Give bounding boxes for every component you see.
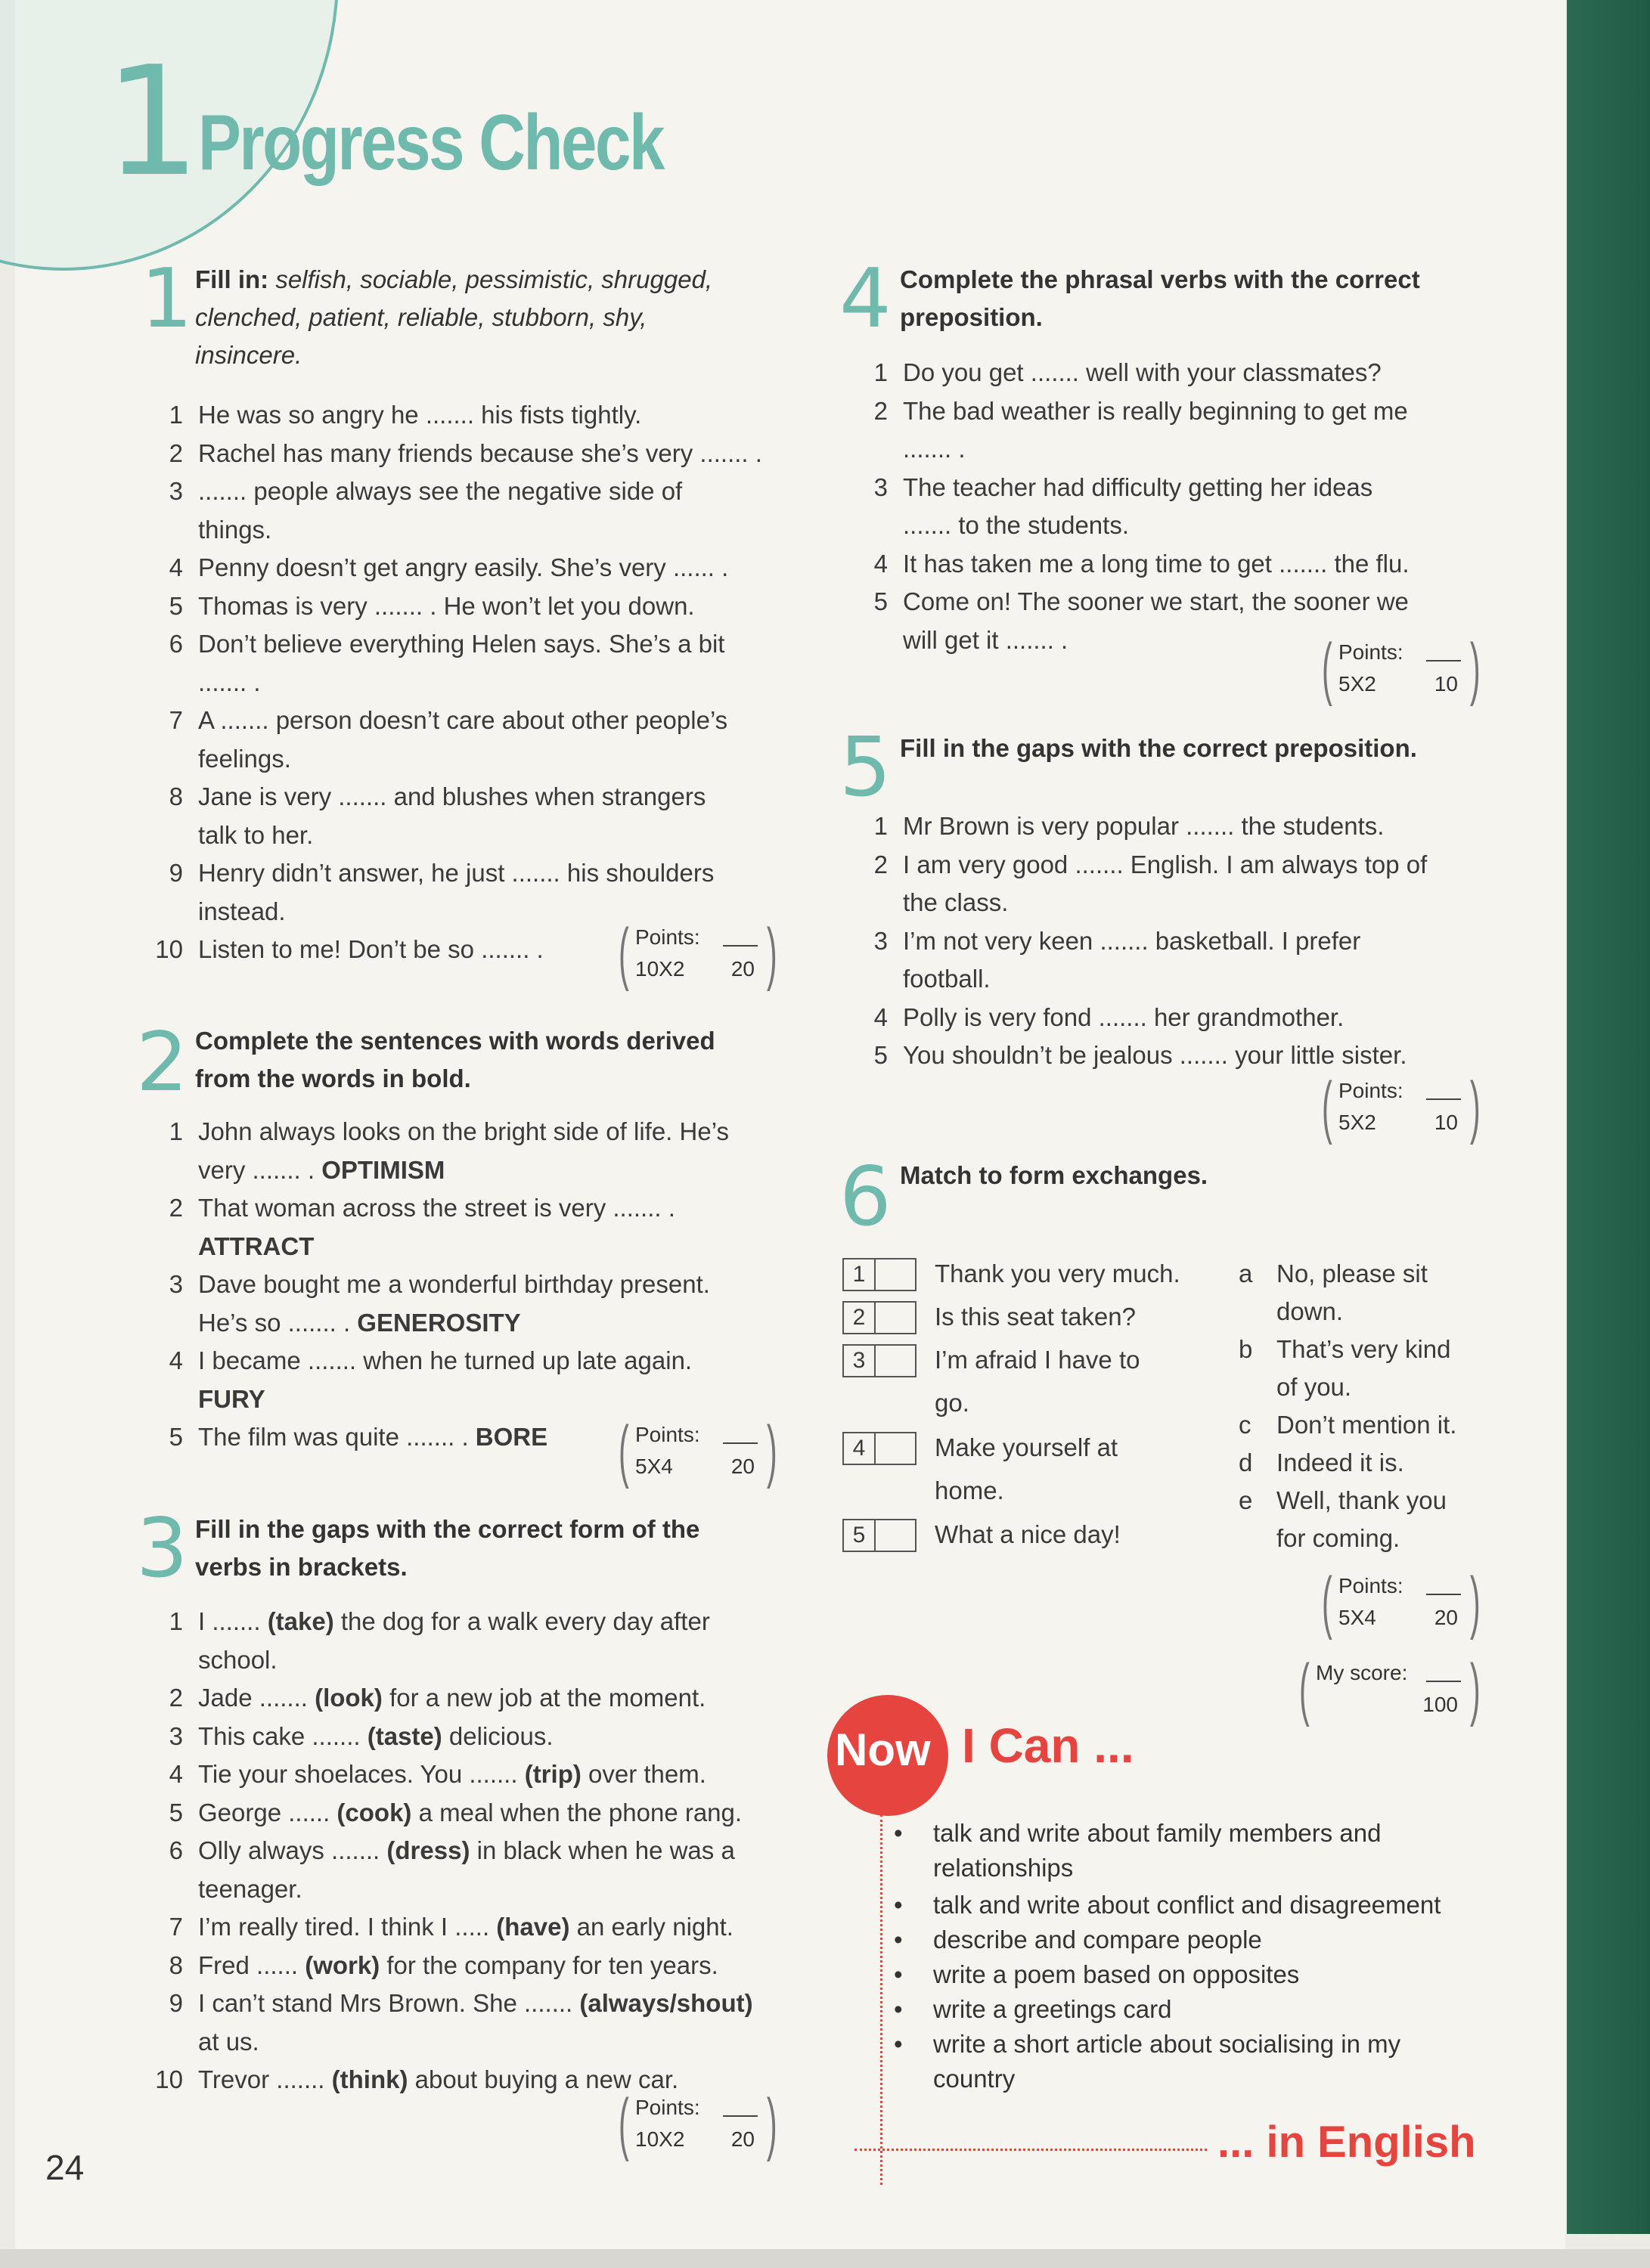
bullet-dot: • [894,2030,903,2058]
instruction-words: insincere. [195,341,302,369]
my-score [1299,1650,1481,1727]
item-number: 1 [169,1607,183,1635]
match-prompt-text: go. [935,1389,969,1417]
section-4-number: 4 [839,252,892,346]
points-label: Points: [635,925,700,949]
item-text: Listen to me! Don’t be so ....... . [198,935,544,963]
points-line [1426,660,1461,662]
item-text: Polly is very fond ....... her grandmother. [903,1002,1345,1031]
match-prompt-text: home. [935,1476,1004,1504]
bold-verb: (cook) [337,1798,412,1826]
item-number: 9 [169,1989,183,2017]
item-text: will get it ....... . [903,625,1068,654]
bold-word: FURY [198,1384,265,1413]
item-text: I am very good ....... English. I am always top of [903,850,1428,878]
answer-box-number: 2 [844,1303,876,1333]
item-number: 2 [169,1684,183,1712]
item-text: Do you get ....... well with your classmates? [903,358,1382,386]
bullet-text: describe and compare people [933,1926,1262,1954]
points-label: Points: [635,1423,700,1446]
left-paren: ( [619,2085,629,2162]
bullet-dot: • [894,1926,903,1954]
i-can-label: I Can ... [962,1718,1134,1773]
item-number: 6 [169,1836,183,1864]
left-paren: ( [619,1412,629,1489]
item-text: Jane is very ....... and blushes when strangers [198,782,706,810]
item-number: 4 [873,1002,888,1031]
bullet-text: write a short article about socialising in my country [933,2030,1401,2093]
points-total: 10 [1434,1111,1458,1134]
my-score-label: My score: [1316,1661,1408,1684]
bold-verb: (trip) [524,1760,582,1788]
bold-verb: (think) [331,2065,408,2093]
item-text: ....... to the students. [903,511,1129,539]
item-text: Tie your shoelaces. You ....... (trip) over them. [198,1760,706,1788]
left-paren: ( [619,915,629,992]
points-calc: 5X4 [1338,1606,1376,1629]
left-paren: ( [1322,630,1332,707]
match-response-text: down. [1276,1297,1344,1325]
answer-box [842,1432,916,1465]
item-number: 1 [169,401,183,429]
item-text: Henry didn’t answer, he just ....... his shoulders [198,859,715,887]
right-paren: ) [767,915,777,992]
item-text: I’m really tired. I think I ..... (have) an early night. [198,1913,734,1941]
item-text: at us. [198,2027,259,2056]
item-text: I can’t stand Mrs Brown. She ....... (always/shout) [198,1989,753,2017]
item-text: Fred ...... (work) for the company for ten years. [198,1950,718,1979]
match-response-text: Don’t mention it. [1276,1411,1457,1439]
section-1-points [619,915,777,992]
points-line [1426,1098,1461,1100]
match-prompt-text: Is this seat taken? [935,1303,1136,1331]
bold-word: OPTIMISM [321,1155,445,1184]
item-text: I’m not very keen ....... basketball. I prefer [903,926,1361,955]
bold-verb: (take) [267,1607,334,1635]
bold-verb: (look) [315,1684,383,1712]
match-response-text: That’s very kind [1276,1335,1451,1363]
unit-number: 1 [104,34,201,210]
section-3-number: 3 [136,1501,188,1596]
item-number: 7 [169,1913,183,1941]
bullet-text: write a greetings card [933,1995,1172,2023]
item-text: George ...... (cook) a meal when the phone rang. [198,1798,743,1826]
item-text: He was so angry he ....... his fists tightly. [198,401,642,429]
item-text: Trevor ....... (think) about buying a new car. [198,2065,679,2093]
item-number: 3 [873,472,888,501]
match-response-text: Indeed it is. [1276,1448,1404,1476]
item-number: 1 [873,358,888,386]
item-text: school. [198,1645,278,1674]
instruction-line: preposition. [900,303,1043,331]
section-1-instruction [195,261,800,374]
item-number: 8 [169,1950,183,1979]
item-number: 4 [169,1760,183,1788]
match-prompt-text: Thank you very much. [935,1259,1180,1287]
item-text: Olly always ....... (dress) in black when he was a [198,1836,735,1864]
match-letter: c [1239,1411,1251,1439]
item-number: 2 [873,850,888,878]
section-6-points [1322,1563,1481,1641]
item-text: very ....... . OPTIMISM [198,1155,445,1184]
item-text: feelings. [198,744,291,773]
item-text: This cake ....... (taste) delicious. [198,1721,554,1750]
item-text: instead. [198,897,286,925]
item-number: 6 [169,630,183,658]
right-paren: ) [1470,1563,1481,1641]
match-letter: a [1239,1259,1253,1287]
section-2-instruction [195,1022,800,1098]
points-total: 20 [1434,1606,1458,1629]
bold-word: BORE [475,1423,548,1451]
item-text: football. [903,965,991,993]
points-total: 20 [730,957,755,981]
match-prompt-text: I’m afraid I have to [935,1346,1140,1374]
book-spine-edge [1567,0,1650,2234]
item-text: He’s so ....... . GENEROSITY [198,1308,521,1337]
section-5-points [1322,1068,1481,1145]
section-4-points [1322,630,1481,707]
answer-box [842,1519,916,1552]
bold-verb: (taste) [367,1721,442,1750]
item-text: You shouldn’t be jealous ....... your little sister. [903,1041,1407,1069]
item-text: Jade ....... (look) for a new job at the moment. [198,1684,706,1712]
answer-box [842,1301,916,1334]
section-2-points [619,1412,777,1489]
section-5-number: 5 [839,720,892,815]
left-paren: ( [1299,1650,1310,1727]
answer-box-number: 4 [844,1433,876,1464]
item-text: Rachel has many friends because she’s very ....... . [198,438,762,467]
bullet-dot: • [894,1995,903,2023]
item-number: 5 [169,1798,183,1826]
right-paren: ) [1470,630,1481,707]
page-title: Progress Check [198,99,663,187]
instruction-line: Fill in the gaps with the correct form of the [195,1515,700,1543]
bold-verb: (always/shout) [579,1989,753,2017]
item-text: things. [198,515,272,544]
left-paren: ( [1322,1563,1332,1641]
item-text: That woman across the street is very ....... . [198,1194,675,1222]
item-number: 3 [169,477,183,505]
item-number: 3 [169,1721,183,1750]
points-label: Points: [635,2096,700,2119]
my-score-total: 100 [1422,1693,1458,1716]
item-text: talk to her. [198,820,314,849]
item-number: 9 [169,859,183,887]
points-calc: 5X2 [1338,1111,1376,1134]
item-text: It has taken me a long time to get ....... the flu. [903,549,1410,578]
match-response-text: of you. [1276,1373,1352,1401]
item-number: 10 [155,2065,183,2093]
points-label: Points: [1338,1574,1403,1597]
item-number: 1 [873,812,888,840]
item-number: 2 [169,438,183,467]
bold-verb: (have) [496,1913,570,1941]
item-number: 5 [169,591,183,620]
item-number: 2 [169,1194,183,1222]
item-text: Don’t believe everything Helen says. She’s a bit [198,630,725,658]
bullet-dot: • [894,1891,903,1919]
item-number: 3 [169,1270,183,1298]
match-prompt-text: Make yourself at [935,1433,1118,1461]
item-number: 4 [169,1346,183,1374]
item-number: 2 [873,396,888,425]
bold-verb: (work) [305,1950,380,1979]
item-number: 3 [873,926,888,955]
instruction-prefix: Fill in: [195,265,269,293]
item-text [198,1380,780,1418]
instruction-line: Complete the phrasal verbs with the correct [900,265,1420,293]
answer-box [842,1344,916,1377]
item-text: the class. [903,888,1009,916]
item-number: 4 [873,549,888,578]
page-bottom-edge [0,2249,1650,2268]
bullet-text: talk and write about conflict and disagreement [933,1891,1441,1919]
section-6-instruction [900,1157,1520,1194]
points-calc: 10X2 [635,2127,685,2151]
points-line [723,945,758,947]
item-text: Dave bought me a wonderful birthday present. [198,1270,710,1298]
match-letter: b [1239,1335,1253,1363]
points-line [723,1442,758,1444]
points-line [1426,1594,1461,1595]
item-text: I ....... (take) the dog for a walk every day after [198,1607,710,1635]
section-2-number: 2 [136,1015,188,1110]
points-line [723,2115,758,2117]
bold-verb: (dress) [386,1836,470,1864]
bullet-text: write a poem based on opposites [933,1960,1300,1988]
match-letter: e [1239,1486,1253,1514]
item-number: 5 [873,587,888,615]
item-text: Come on! The sooner we start, the sooner we [903,587,1409,615]
section-1-number: 1 [141,252,193,346]
item-text: A ....... person doesn’t care about other people’s [198,706,728,734]
item-text: The bad weather is really beginning to get me [903,396,1408,425]
match-response-text: No, please sit [1276,1259,1428,1287]
item-text: The film was quite ....... . BORE [198,1423,548,1451]
bold-word: ATTRACT [198,1232,315,1260]
points-calc: 5X2 [1338,672,1376,696]
page-number: 24 [45,2148,85,2187]
right-paren: ) [767,1412,777,1489]
item-text: Thomas is very ....... . He won’t let you down. [198,591,695,620]
match-response-text: Well, thank you [1276,1486,1447,1514]
section-4-instruction [900,261,1505,336]
item-text: Mr Brown is very popular ....... the students. [903,812,1385,840]
item-text: ....... . [198,668,261,696]
instruction-line: Match to form exchanges. [900,1161,1208,1189]
answer-box [842,1258,916,1291]
item-text: I became ....... when he turned up late again. [198,1346,693,1374]
right-paren: ) [1470,1068,1481,1145]
item-text: The teacher had difficulty getting her ideas [903,472,1373,501]
item-number: 1 [169,1117,183,1145]
instruction-words: selfish, sociable, pessimistic, shrugged, [275,265,713,293]
score-line [1426,1681,1461,1682]
instruction-line: Complete the sentences with words derived [195,1027,715,1055]
section-3-instruction [195,1510,800,1586]
instruction-line: from the words in bold. [195,1064,471,1092]
bullet-text: talk and write about family members and relationships [933,1819,1382,1882]
item-number: 8 [169,782,183,810]
item-number: 5 [169,1423,183,1451]
points-label: Points: [1338,1079,1403,1102]
item-text [198,1228,780,1266]
left-paren: ( [1322,1068,1332,1145]
answer-box-number: 3 [844,1346,876,1376]
section-3-points [619,2085,777,2162]
item-text: ....... . [903,435,966,463]
dotted-divider-vertical [880,1814,882,2185]
item-text: teenager. [198,1874,302,1903]
item-text: John always looks on the bright side of life. He’s [198,1117,729,1145]
item-number: 10 [155,935,183,963]
right-paren: ) [1470,1650,1481,1727]
right-paren: ) [767,2085,777,2162]
points-calc: 5X4 [635,1455,673,1478]
bold-word: GENEROSITY [357,1308,521,1337]
section-6-number: 6 [839,1150,892,1244]
points-total: 10 [1434,672,1458,696]
points-label: Points: [1338,640,1403,664]
item-text: Penny doesn’t get angry easily. She’s very ...... . [198,553,729,581]
item-text: ....... people always see the negative side of [198,477,683,505]
item-number: 7 [169,706,183,734]
points-total: 20 [730,1455,755,1478]
match-prompt-text: What a nice day! [935,1520,1121,1548]
instruction-words: clenched, patient, reliable, stubborn, shy, [195,303,647,331]
match-response-text: for coming. [1276,1524,1400,1552]
in-english-label: ... in English [1217,2118,1476,2167]
answer-box-number: 1 [844,1259,876,1290]
points-calc: 10X2 [635,957,685,981]
instruction-line: verbs in brackets. [195,1553,408,1581]
now-label: Now [835,1724,931,1775]
item-number: 4 [169,553,183,581]
points-total: 20 [730,2127,755,2151]
item-number: 5 [873,1041,888,1069]
bullet-dot: • [894,1960,903,1988]
answer-box-number: 5 [844,1520,876,1551]
bullet-dot: • [894,1819,903,1847]
match-letter: d [1239,1448,1253,1476]
instruction-line: Fill in the gaps with the correct preposition. [900,734,1417,762]
dotted-divider-horizontal [854,2149,1207,2151]
section-5-instruction [900,730,1520,767]
